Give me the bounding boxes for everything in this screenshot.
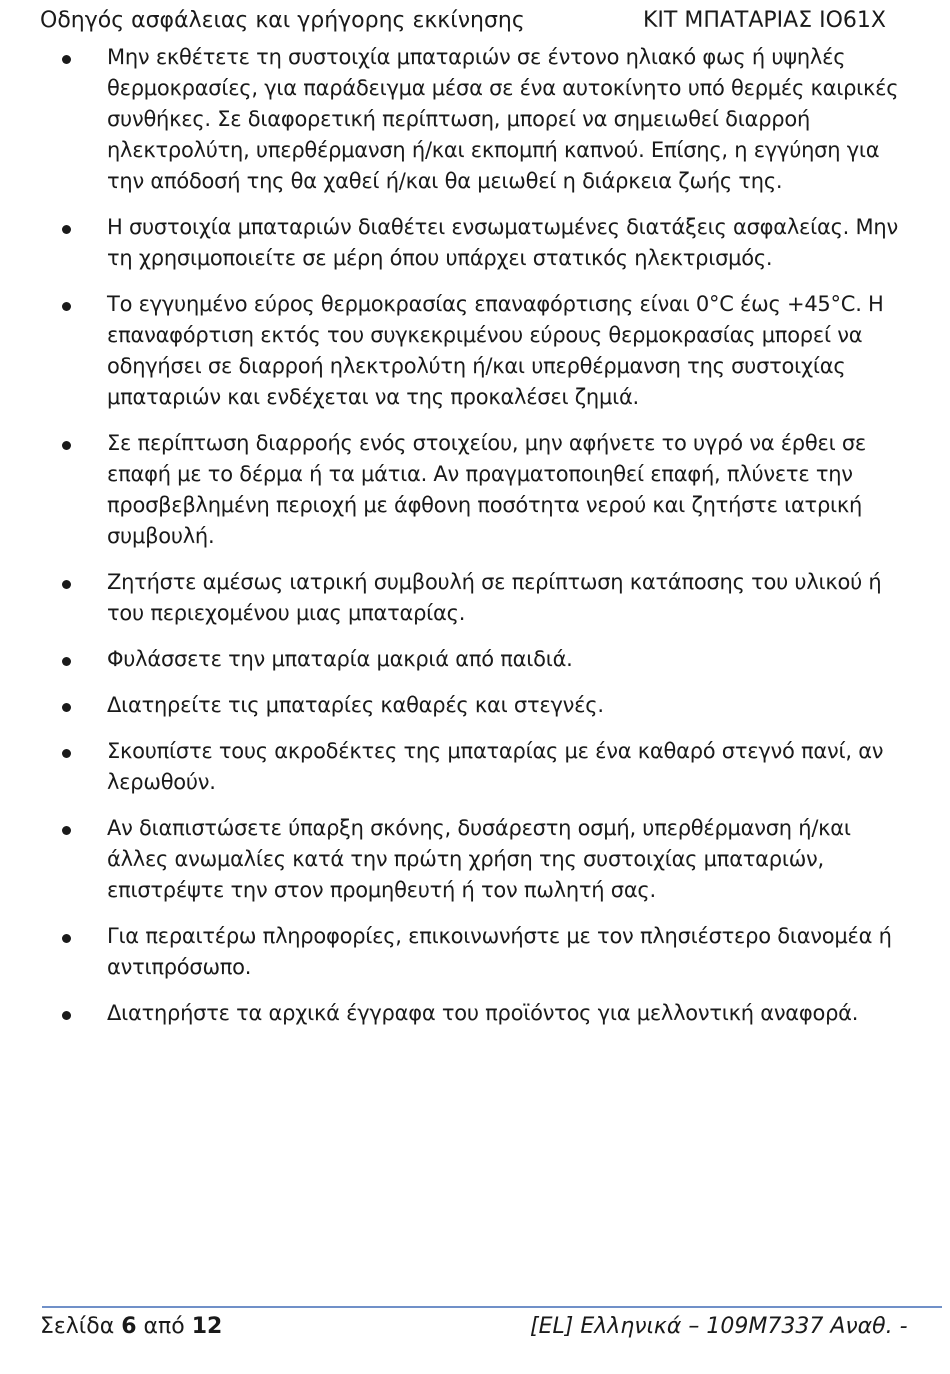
list-item-text: Διατηρείτε τις μπαταρίες καθαρές και στεγνές. xyxy=(107,693,604,717)
list-item-text: Σε περίπτωση διαρροής ενός στοιχείου, μην αφήνετε το υγρό να έρθει σε επαφή με το δέρμα ή τα μάτια. Αν πραγματοποιηθεί επαφή, πλύνετε την προσβεβλημένη περιοχή με άφθονη ποσότητα νερού και ζητήστε ιατρική συμβουλή. xyxy=(107,431,867,548)
list-item xyxy=(0,42,950,197)
page-current: 6 xyxy=(121,1314,137,1339)
document-reference: [EL] Ελληνικά – 109M7337 Αναθ. - xyxy=(530,1314,908,1339)
list-item-text: Η συστοιχία μπαταριών διαθέτει ενσωματωμένες διατάξεις ασφαλείας. Μην τη χρησιμοποιείτε σε μέρη όπου υπάρχει στατικός ηλεκτρισμός. xyxy=(107,215,898,270)
bullet-icon xyxy=(62,580,71,589)
bullet-icon xyxy=(62,749,71,758)
page-number xyxy=(40,1314,222,1339)
list-item xyxy=(0,567,950,629)
bullet-icon xyxy=(62,934,71,943)
header-product: ΚΙΤ ΜΠΑΤΑΡΙΑΣ IO61X xyxy=(643,8,886,33)
list-item xyxy=(0,998,950,1029)
list-item-text: Διατηρήστε τα αρχικά έγγραφα του προϊόντος για μελλοντική αναφορά. xyxy=(107,1001,859,1025)
list-item-text: Σκουπίστε τους ακροδέκτες της μπαταρίας με ένα καθαρό στεγνό πανί, αν λερωθούν. xyxy=(107,739,884,794)
list-item-text: Αν διαπιστώσετε ύπαρξη σκόνης, δυσάρεστη οσμή, υπερθέρμανση ή/και άλλες ανωμαλίες κατά την πρώτη χρήση της συστοιχίας μπαταριών, επιστρέψτε την στον προμηθευτή ή τον πωλητή σας. xyxy=(107,816,851,902)
list-item-text: Το εγγυημένο εύρος θερμοκρασίας επαναφόρτισης είναι 0°C έως +45°C. Η επαναφόρτιση εκτός του συγκεκριμένου εύρους θερμοκρασίας μπορεί να οδηγήσει σε διαρροή ηλεκτρολύτη ή/και υπερθέρμανση της συστοιχίας μπαταριών και ενδέχεται να της προκαλέσει ζημιά. xyxy=(107,292,884,409)
bullet-icon xyxy=(62,302,71,311)
safety-bullet-list xyxy=(0,42,950,1044)
header-title: Οδηγός ασφάλειας και γρήγορης εκκίνησης xyxy=(40,8,525,33)
list-item-text: Ζητήστε αμέσως ιατρική συμβουλή σε περίπτωση κατάποσης του υλικού ή του περιεχομένου μιας μπαταρίας. xyxy=(107,570,882,625)
list-item xyxy=(0,428,950,552)
list-item-text: Για περαιτέρω πληροφορίες, επικοινωνήστε με τον πλησιέστερο διανομέα ή αντιπρόσωπο. xyxy=(107,924,892,979)
list-item xyxy=(0,644,950,675)
list-item-text: Φυλάσσετε την μπαταρία μακριά από παιδιά. xyxy=(107,647,573,671)
page-separator: από xyxy=(143,1314,185,1339)
page-prefix: Σελίδα xyxy=(40,1314,115,1339)
list-item xyxy=(0,736,950,798)
bullet-icon xyxy=(62,441,71,450)
list-item xyxy=(0,289,950,413)
list-item xyxy=(0,690,950,721)
bullet-icon xyxy=(62,703,71,712)
bullet-icon xyxy=(62,657,71,666)
page-total: 12 xyxy=(191,1314,223,1339)
footer-divider xyxy=(42,1306,942,1308)
bullet-icon xyxy=(62,55,71,64)
bullet-icon xyxy=(62,1011,71,1020)
list-item xyxy=(0,813,950,906)
bullet-icon xyxy=(62,826,71,835)
list-item xyxy=(0,921,950,983)
list-item-text: Μην εκθέτετε τη συστοιχία μπαταριών σε έντονο ηλιακό φως ή υψηλές θερμοκρασίες, για παράδειγμα μέσα σε ένα αυτοκίνητο υπό θερμές καιρικές συνθήκες. Σε διαφορετική περίπτωση, μπορεί να σημειωθεί διαρροή ηλεκτρολύτη, υπερθέρμανση ή/και εκπομπή καπνού. Επίσης, η εγγύηση για την απόδοσή της θα χαθεί ή/και θα μειωθεί η διάρκεια ζωής της. xyxy=(107,45,899,193)
bullet-icon xyxy=(62,225,71,234)
list-item xyxy=(0,212,950,274)
